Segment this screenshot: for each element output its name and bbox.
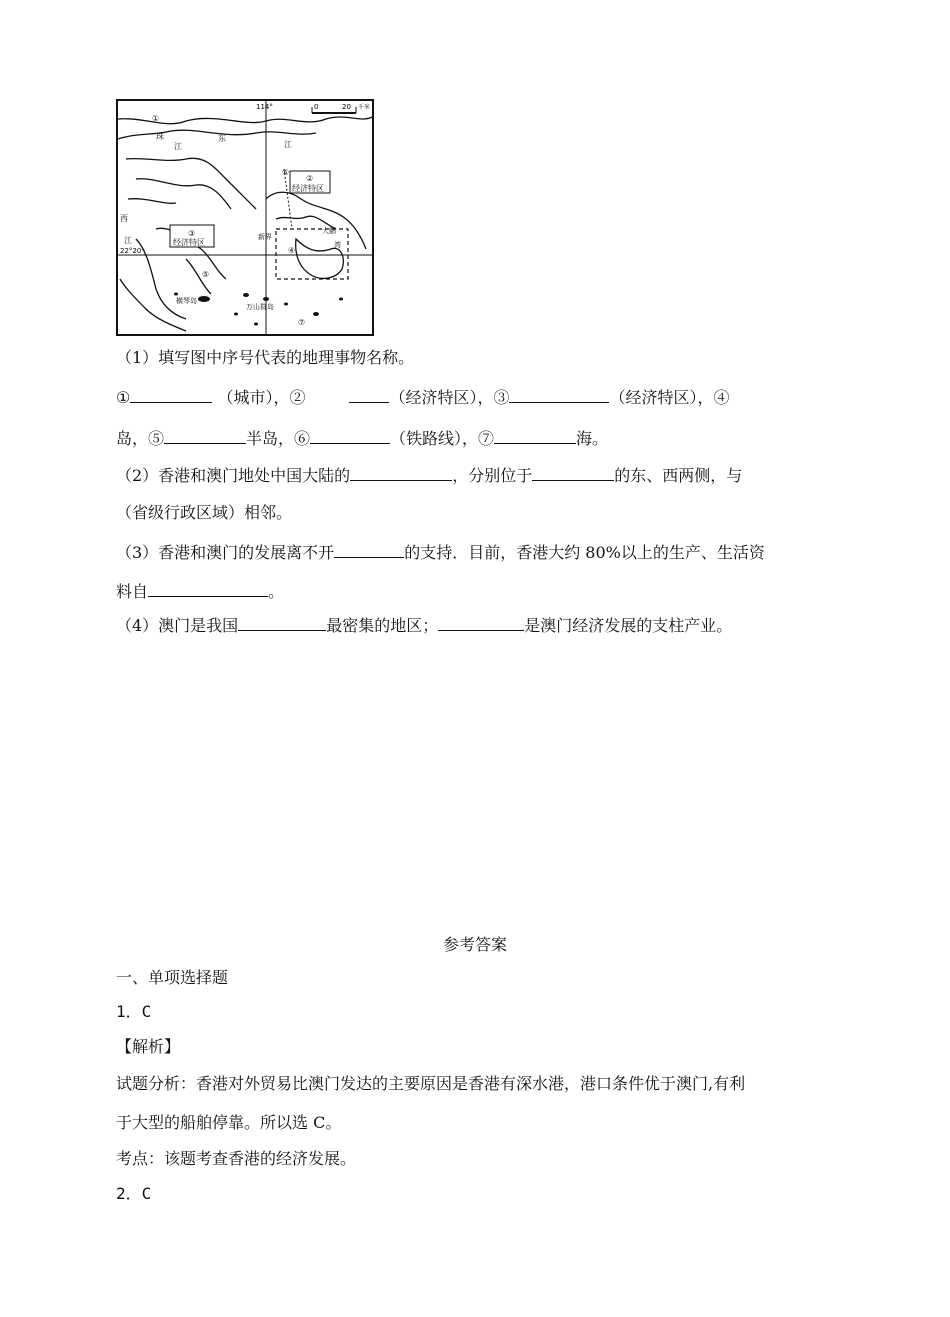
answer-2: 2．C (116, 1184, 152, 1203)
q1-line-2: 岛，⑤ 半岛，⑥ （铁路线），⑦ 海。 (116, 429, 609, 448)
blank-city-1[interactable] (130, 386, 212, 403)
sez-label-3: 经济特区 (173, 238, 205, 247)
longitude-label: 114° (256, 103, 273, 111)
answer-1: 1．C (116, 1002, 152, 1021)
q2-line-1: （2）香港和澳门地处中国大陆的 ，分别位于 的东、西两侧，与 (116, 466, 743, 485)
river-jiang-3: 江 (124, 236, 132, 245)
q1-title: （1）填写图中序号代表的地理事物名称。 (116, 348, 415, 367)
q4-line: （4）澳门是我国 最密集的地区； 是澳门经济发展的支柱产业。 (116, 616, 733, 635)
marker-7: ⑦ (298, 318, 306, 327)
blank-q2-location[interactable] (350, 464, 452, 481)
latitude-label: 22°20' (120, 247, 144, 255)
marker-1: ① (152, 114, 160, 123)
marker-6: ⑥ (282, 168, 290, 177)
analysis-text-1: 试题分析：香港对外贸易比澳门发达的主要原因是香港有深水港，港口条件优于澳门,有利 (116, 1074, 746, 1093)
blank-railway-6[interactable] (310, 427, 390, 444)
q3-line-1: （3）香港和澳门的发展离不开 的支持．目前，香港大约 80%以上的生产、生活资 (116, 543, 765, 562)
q2-line-2: （省级行政区域）相邻。 (116, 503, 293, 522)
sez-label-2: 经济特区 (292, 184, 324, 193)
analysis-heading: 【解析】 (116, 1037, 181, 1056)
analysis-text-2: 于大型的船舶停靠。所以选 C。 (116, 1113, 342, 1132)
q3-line-2: 料自 。 (116, 582, 285, 601)
blank-sea-7[interactable] (494, 427, 576, 444)
blank-q2-river[interactable] (532, 464, 614, 481)
label-xinjie: 新界 (258, 233, 272, 241)
marker-4: ④ (288, 246, 296, 255)
blank-peninsula-5[interactable] (164, 427, 246, 444)
river-zhu: 珠 (156, 132, 164, 141)
river-xi: 西 (120, 214, 128, 223)
blank-q4-industry[interactable] (438, 614, 524, 631)
label-wan: 湾 (334, 241, 341, 249)
label-hengqin: 横琴岛 (176, 297, 197, 305)
marker-5: ⑤ (202, 270, 210, 279)
river-dong: 东 (218, 134, 226, 143)
river-jiang-2: 江 (284, 140, 292, 149)
svg-text:千米: 千米 (358, 104, 371, 111)
svg-text:20: 20 (342, 103, 351, 111)
blank-q3-source[interactable] (148, 580, 268, 597)
river-jiang-1: 江 (174, 142, 182, 151)
blank-sez-3[interactable] (509, 386, 609, 403)
map-figure (116, 99, 374, 336)
q1-line-1: ① （城市），② （经济特区），③ （经济特区），④ (116, 388, 730, 407)
label-dapeng: 大鹏 (322, 227, 336, 235)
blank-q4-density[interactable] (238, 614, 326, 631)
blank-q3-support[interactable] (334, 541, 404, 558)
blank-sez-2[interactable] (349, 386, 389, 403)
marker-3: ③ (188, 229, 196, 238)
kaodian: 考点：该题考查香港的经济发展。 (116, 1149, 357, 1168)
label-wanshan: 万山群岛 (246, 303, 274, 311)
svg-text:0: 0 (314, 103, 319, 111)
answers-title: 参考答案 (442, 935, 507, 954)
marker-2: ② (306, 174, 314, 183)
answers-section: 一、单项选择题 (116, 968, 229, 987)
